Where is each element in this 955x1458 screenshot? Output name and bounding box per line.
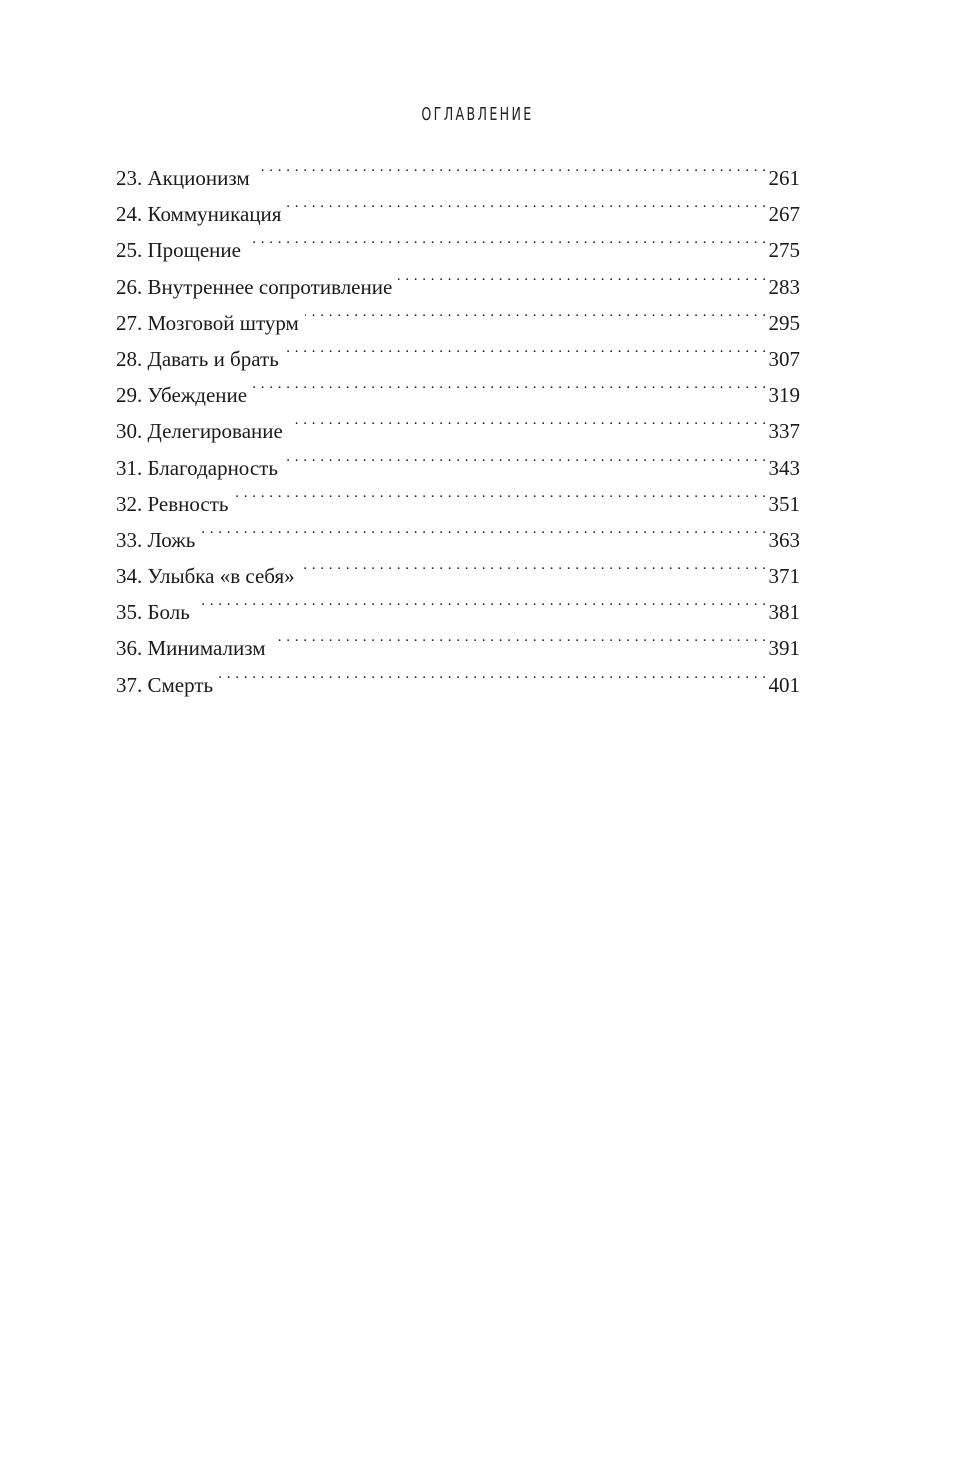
toc-dot-leader bbox=[234, 490, 766, 511]
toc-entry-page: 363 bbox=[768, 527, 800, 552]
toc-entry-title: 28. Давать и брать bbox=[116, 346, 279, 371]
toc-entry-title: 31. Благодарность bbox=[116, 455, 278, 480]
toc-entry-page: 381 bbox=[768, 600, 800, 625]
toc-entry-title: 35. Боль bbox=[116, 600, 190, 625]
toc-list bbox=[116, 160, 800, 703]
toc-entry-page: 295 bbox=[768, 310, 800, 335]
toc-dot-leader bbox=[219, 671, 766, 692]
toc-entry bbox=[116, 341, 800, 377]
toc-entry-title: 37. Смерть bbox=[116, 672, 214, 697]
toc-entry-page: 343 bbox=[768, 455, 800, 480]
toc-dot-leader bbox=[196, 598, 767, 619]
toc-entry bbox=[116, 630, 800, 666]
toc-entry bbox=[116, 522, 800, 558]
toc-entry bbox=[116, 558, 800, 594]
toc-dot-leader bbox=[285, 345, 767, 366]
toc-entry bbox=[116, 450, 800, 486]
toc-entry bbox=[116, 196, 800, 232]
toc-dot-leader bbox=[256, 164, 767, 185]
toc-entry-page: 337 bbox=[768, 419, 800, 444]
toc-entry bbox=[116, 160, 800, 196]
toc-entry bbox=[116, 667, 800, 703]
toc-entry-page: 391 bbox=[768, 636, 800, 661]
toc-dot-leader bbox=[305, 309, 767, 330]
toc-entry-title: 32. Ревность bbox=[116, 491, 229, 516]
toc-entry-page: 401 bbox=[768, 672, 800, 697]
toc-entry-page: 275 bbox=[768, 238, 800, 263]
toc-entry-title: 34. Улыбка «в себя» bbox=[116, 564, 295, 589]
toc-dot-leader bbox=[287, 200, 766, 221]
toc-entry-page: 371 bbox=[768, 564, 800, 589]
toc-entry-title: 23. Акционизм bbox=[116, 166, 250, 190]
toc-entry bbox=[116, 269, 800, 305]
toc-entry-title: 30. Делегирование bbox=[116, 419, 283, 444]
toc-entry-title: 27. Мозговой штурм bbox=[116, 310, 299, 335]
toc-dot-leader bbox=[284, 454, 767, 475]
toc-dot-leader bbox=[247, 236, 767, 257]
toc-entry-page: 261 bbox=[768, 166, 800, 190]
toc-entry-title: 36. Минимализм bbox=[116, 636, 266, 661]
toc-heading: ОГЛАВЛЕНИЕ bbox=[421, 104, 534, 125]
toc-entry-title: 24. Коммуникация bbox=[116, 202, 282, 227]
toc-dot-leader bbox=[301, 562, 767, 583]
toc-entry-page: 267 bbox=[768, 202, 800, 227]
toc-entry bbox=[116, 594, 800, 630]
toc-entry bbox=[116, 305, 800, 341]
toc-entry-title: 29. Убеждение bbox=[116, 383, 248, 408]
toc-entry bbox=[116, 486, 800, 522]
toc-entry-page: 319 bbox=[768, 383, 800, 408]
toc-entry-page: 307 bbox=[768, 346, 800, 371]
toc-entry bbox=[116, 413, 800, 449]
toc-entry-title: 33. Ложь bbox=[116, 527, 196, 552]
toc-entry bbox=[116, 232, 800, 268]
toc-dot-leader bbox=[398, 273, 766, 294]
toc-entry bbox=[116, 377, 800, 413]
toc-entry-title: 26. Внутреннее сопротивление bbox=[116, 274, 393, 299]
toc-entry-page: 283 bbox=[768, 274, 800, 299]
toc-entry-title: 25. Прощение bbox=[116, 238, 241, 263]
toc-dot-leader bbox=[272, 634, 767, 655]
toc-entry-page: 351 bbox=[768, 491, 800, 516]
toc-dot-leader bbox=[201, 526, 766, 547]
toc-dot-leader bbox=[289, 417, 767, 438]
toc-dot-leader bbox=[253, 381, 766, 402]
